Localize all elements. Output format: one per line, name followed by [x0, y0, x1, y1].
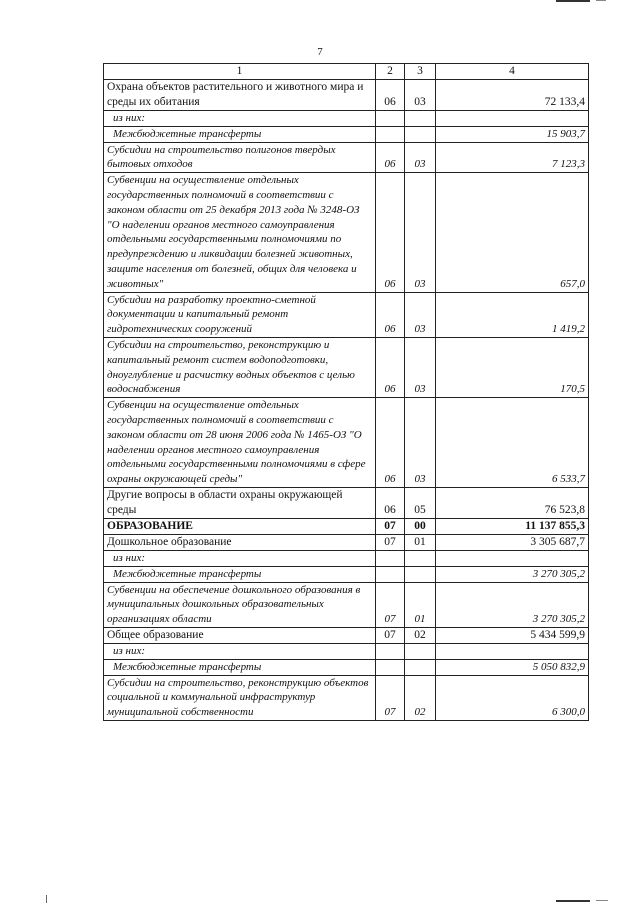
row-subsection-code: 01 [405, 534, 436, 550]
row-amount [436, 550, 589, 566]
row-subsection-code: 03 [405, 337, 436, 397]
header-col-1: 1 [104, 64, 376, 80]
row-subsection-code [405, 659, 436, 675]
page-number: 7 [317, 46, 323, 58]
row-section-code: 06 [376, 337, 405, 397]
table-row [104, 518, 589, 534]
table-row [104, 80, 589, 111]
row-description: Субвенции на осуществление отдельных государственных полномочий в соответствии с законом области от 28 июня 2006 года № 1465-ОЗ "О наделении органов местного самоуправления отдельными государственными полномочиями в сфере охраны окружающей среды" [104, 398, 376, 488]
row-section-code: 06 [376, 487, 405, 518]
table-row [104, 566, 589, 582]
row-section-code: 06 [376, 292, 405, 337]
row-amount: 3 270 305,2 [436, 566, 589, 582]
row-section-code: 06 [376, 142, 405, 173]
row-amount: 72 133,4 [436, 80, 589, 111]
row-section-code: 06 [376, 173, 405, 292]
row-amount: 11 137 855,3 [436, 518, 589, 534]
row-section-code [376, 566, 405, 582]
row-amount: 3 270 305,2 [436, 582, 589, 627]
row-subsection-code [405, 550, 436, 566]
row-description: из них: [104, 111, 376, 127]
row-subsection-code [405, 643, 436, 659]
scan-mark-top-small [596, 0, 606, 1]
row-description: Охрана объектов растительного и животного мира и среды их обитания [104, 80, 376, 111]
row-subsection-code: 03 [405, 292, 436, 337]
row-section-code [376, 550, 405, 566]
row-description: Субвенции на обеспечение дошкольного образования в муниципальных дошкольных образовательных организациях области [104, 582, 376, 627]
row-section-code: 07 [376, 534, 405, 550]
row-description: Субсидии на строительство полигонов твердых бытовых отходов [104, 142, 376, 173]
row-amount [436, 111, 589, 127]
row-subsection-code: 01 [405, 582, 436, 627]
row-subsection-code [405, 111, 436, 127]
row-amount: 6 533,7 [436, 398, 589, 488]
header-col-3: 3 [405, 64, 436, 80]
row-amount: 1 419,2 [436, 292, 589, 337]
row-subsection-code: 03 [405, 173, 436, 292]
row-amount: 15 903,7 [436, 126, 589, 142]
table-header-row [104, 64, 589, 80]
row-amount: 170,5 [436, 337, 589, 397]
row-section-code: 07 [376, 627, 405, 643]
row-description: ОБРАЗОВАНИЕ [104, 518, 376, 534]
table-row [104, 292, 589, 337]
row-subsection-code: 03 [405, 142, 436, 173]
row-subsection-code: 05 [405, 487, 436, 518]
row-subsection-code: 00 [405, 518, 436, 534]
row-section-code [376, 659, 405, 675]
row-section-code: 07 [376, 582, 405, 627]
row-section-code: 07 [376, 518, 405, 534]
row-description: Межбюджетные трансферты [104, 566, 376, 582]
row-section-code: 06 [376, 398, 405, 488]
table-row [104, 675, 589, 720]
row-subsection-code [405, 126, 436, 142]
row-amount [436, 643, 589, 659]
header-col-4: 4 [436, 64, 589, 80]
table-row [104, 142, 589, 173]
row-description: из них: [104, 643, 376, 659]
row-amount: 657,0 [436, 173, 589, 292]
row-description: Общее образование [104, 627, 376, 643]
table-row [104, 487, 589, 518]
row-amount: 5 050 832,9 [436, 659, 589, 675]
table-row [104, 173, 589, 292]
row-amount: 5 434 599,9 [436, 627, 589, 643]
table-row [104, 534, 589, 550]
table-row [104, 126, 589, 142]
header-col-2: 2 [376, 64, 405, 80]
row-description: Субсидии на строительство, реконструкцию объектов социальной и коммунальной инфраструктур муниципальной собственности [104, 675, 376, 720]
row-section-code [376, 643, 405, 659]
table-row [104, 627, 589, 643]
table-row [104, 398, 589, 488]
row-section-code [376, 126, 405, 142]
scan-mark-bottom-small [596, 900, 608, 901]
row-amount: 3 305 687,7 [436, 534, 589, 550]
row-description: Межбюджетные трансферты [104, 126, 376, 142]
row-subsection-code [405, 566, 436, 582]
row-section-code: 06 [376, 80, 405, 111]
row-description: Межбюджетные трансферты [104, 659, 376, 675]
table-row [104, 643, 589, 659]
row-amount: 76 523,8 [436, 487, 589, 518]
row-subsection-code: 02 [405, 627, 436, 643]
row-description: Дошкольное образование [104, 534, 376, 550]
row-section-code: 07 [376, 675, 405, 720]
row-section-code [376, 111, 405, 127]
budget-table [103, 63, 589, 721]
row-subsection-code: 03 [405, 398, 436, 488]
row-amount: 7 123,3 [436, 142, 589, 173]
table-row [104, 659, 589, 675]
row-subsection-code: 02 [405, 675, 436, 720]
row-description: из них: [104, 550, 376, 566]
row-description: Субсидии на строительство, реконструкцию и капитальный ремонт систем водоподготовки, дноуглубление и расчистку водных объектов с целью водоснабжения [104, 337, 376, 397]
scan-mark-top [556, 0, 590, 2]
table-row [104, 337, 589, 397]
row-description: Субвенции на осуществление отдельных государственных полномочий в соответствии с законом области от 25 декабря 2013 года № 3248-ОЗ "О наделении органов местного самоуправления отдельными государственными полномочиями по предупреждению и ликвидации болезней животных, защите населения от болезней, общих для человека и животных" [104, 173, 376, 292]
table-row [104, 582, 589, 627]
scan-mark-left [46, 895, 47, 903]
row-subsection-code: 03 [405, 80, 436, 111]
table-body [104, 80, 589, 721]
row-description: Субсидии на разработку проектно-сметной документации и капитальный ремонт гидротехнических сооружений [104, 292, 376, 337]
table-row [104, 111, 589, 127]
table-row [104, 550, 589, 566]
row-description: Другие вопросы в области охраны окружающей среды [104, 487, 376, 518]
scan-mark-bottom [556, 900, 590, 902]
row-amount: 6 300,0 [436, 675, 589, 720]
